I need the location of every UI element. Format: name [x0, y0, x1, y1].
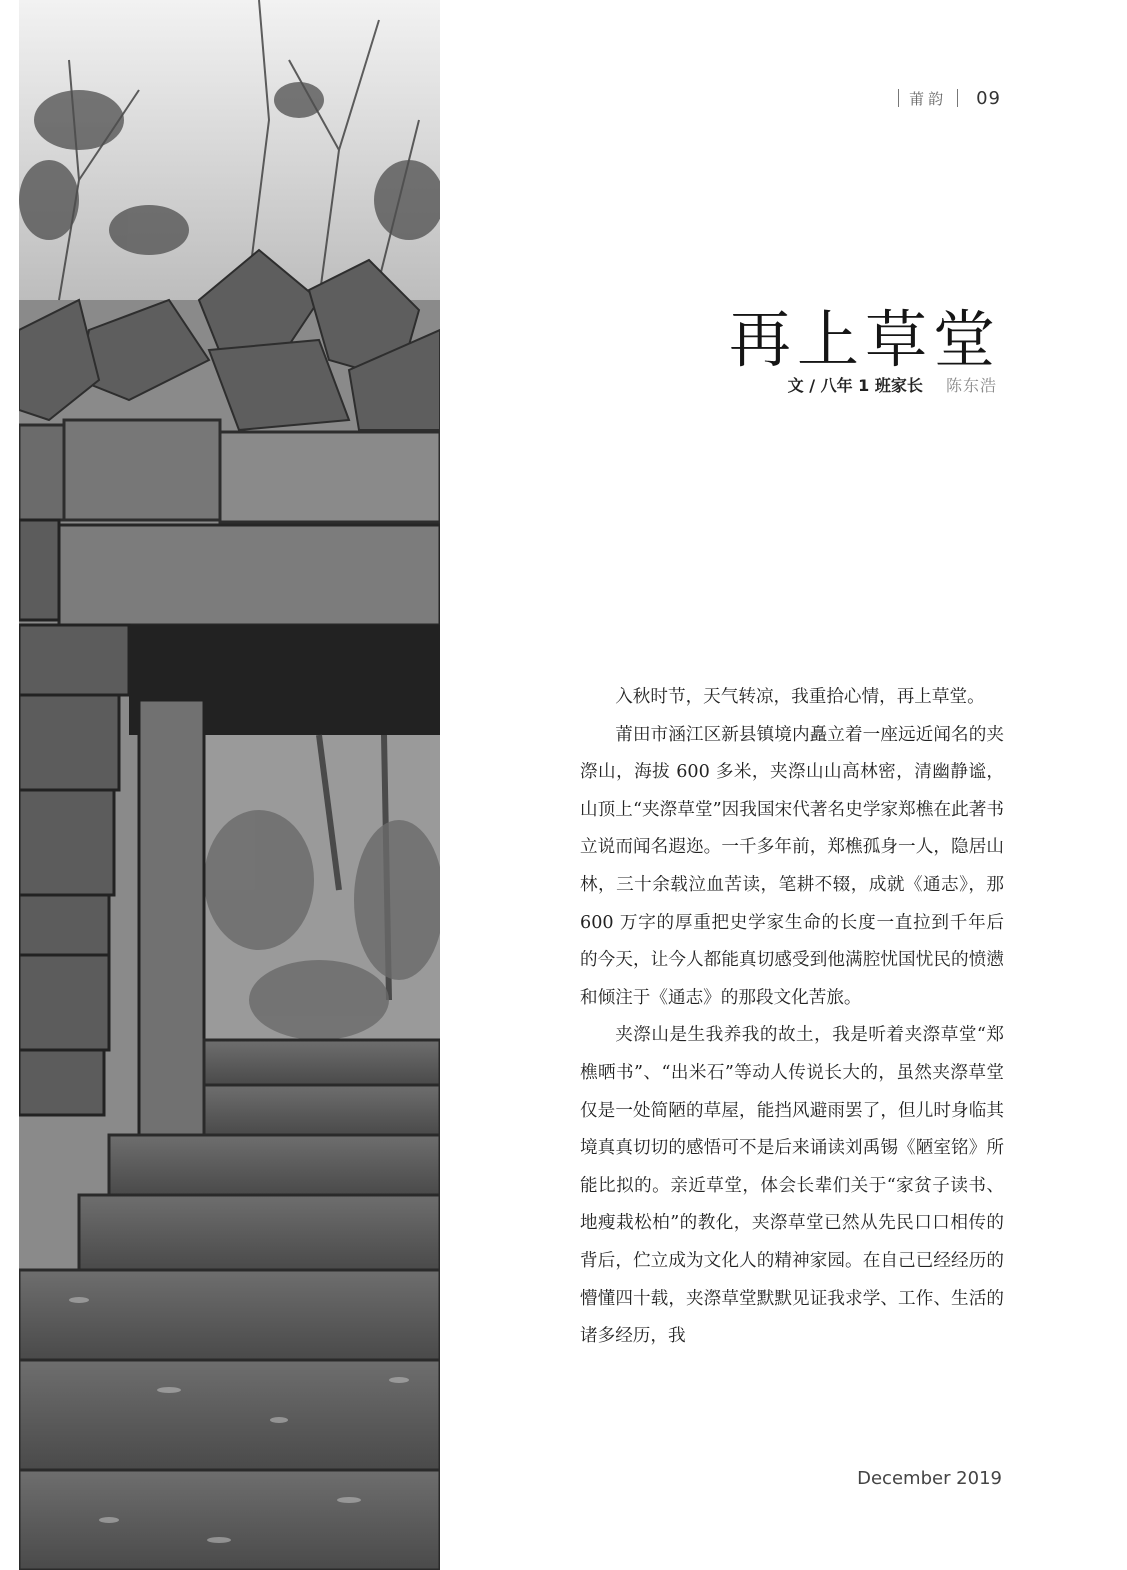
byline-author: 陈东浩: [945, 376, 997, 395]
divider: [898, 89, 899, 107]
section-name: 莆韵: [909, 89, 948, 108]
page-number: 09: [976, 87, 1001, 109]
divider: [957, 89, 958, 107]
article-body: [580, 679, 1004, 1356]
byline: [788, 373, 997, 396]
running-head: [898, 86, 1001, 110]
paragraph: 莆田市涵江区新县镇境内矗立着一座远近闻名的夹漈山，海拔 600 多米，夹漈山山高林密，清幽静谧，山顶上“夹漈草堂”因我国宋代著名史学家郑樵在此著书立说而闻名遐迩。一千多年前，郑樵孤身一人，隐居山林，三十余载泣血苦读，笔耕不辍，成就《通志》，那 600 万字的厚重把史学家生命的长度一直拉到千年后的今天，让今人都能真切感受到他满腔忧国忧民的愤懑和倾注于《通志》的那段文化苦旅。: [580, 724, 1004, 1008]
paragraph: 入秋时节，天气转凉，我重拾心情，再上草堂。: [615, 687, 985, 707]
issue-date: December 2019: [857, 1468, 1002, 1489]
byline-role: 文 / 八年 1 班家长: [787, 376, 923, 395]
paragraph: 夹漈山是生我养我的故土，我是听着夹漈草堂“郑樵晒书”、“出米石”等动人传说长大的，虽然夹漈草堂仅是一处简陋的草屋，能挡风避雨罢了，但儿时身临其境真真切切的感悟可不是后来诵读刘禹锡《陋室铭》所能比拟的。亲近草堂，体会长辈们关于“家贫子读书、地瘦栽松柏”的教化，夹漈草堂已然从先民口口相传的背后，伫立成为文化人的精神家园。在自己已经经历的懵懂四十载，夹漈草堂默默见证我求学、工作、生活的诸多经历，我: [580, 1025, 1004, 1347]
stone-gate-photo: [19, 0, 440, 1570]
article-title: 再上草堂: [728, 302, 1001, 376]
